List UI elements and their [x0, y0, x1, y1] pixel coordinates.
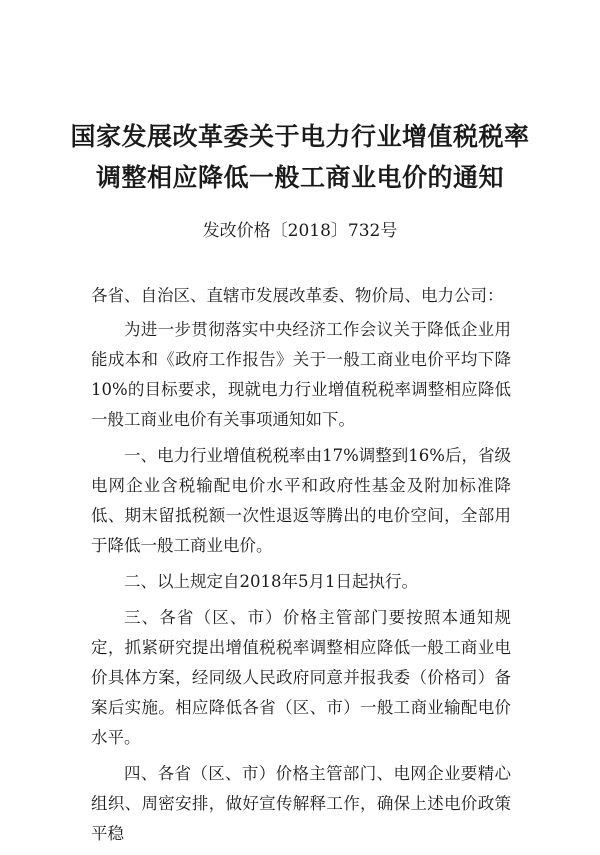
- addressee: 各省、自治区、直辖市发展改革委、物价局、电力公司：: [91, 286, 504, 305]
- paragraph-intro: 为进一步贯彻落实中央经济工作会议关于降低企业用能成本和《政府工作报告》关于一般工商业电价平均下降10%的目标要求，现就电力行业增值税税率调整相应降低一般工商业电价有关事项通知如下。: [91, 320, 511, 429]
- document-number: 发改价格〔2018〕732号: [202, 221, 398, 241]
- paragraph-item-1: 一、电力行业增值税税率由17%调整到16%后，省级电网企业含税输配电价水平和政府性基金及附加标准降低、期末留抵税额一次性退返等腾出的电价空间，全部用于降低一般工商业电价。: [91, 446, 511, 555]
- paragraph-item-4: 四、各省（区、市）价格主管部门、电网企业要精心组织、周密安排，做好宣传解释工作，确保上述电价政策平稳: [91, 764, 511, 843]
- document-title-line-1: 国家发展改革委关于电力行业增值税税率: [70, 122, 530, 151]
- document-body: [91, 281, 511, 855]
- paragraph-item-3: 三、各省（区、市）价格主管部门要按照本通知规定，抓紧研究提出增值税税率调整相应降低一般工商业电价具体方案，经同级人民政府同意并报我委（价格司）备案后实施。相应降低各省（区、市）一般工商业输配电价水平。: [91, 608, 511, 747]
- document-title-line-2: 调整相应降低一般工商业电价的通知: [95, 163, 504, 192]
- paragraph-item-2: 二、以上规定自2018年5月1日起执行。: [124, 572, 418, 591]
